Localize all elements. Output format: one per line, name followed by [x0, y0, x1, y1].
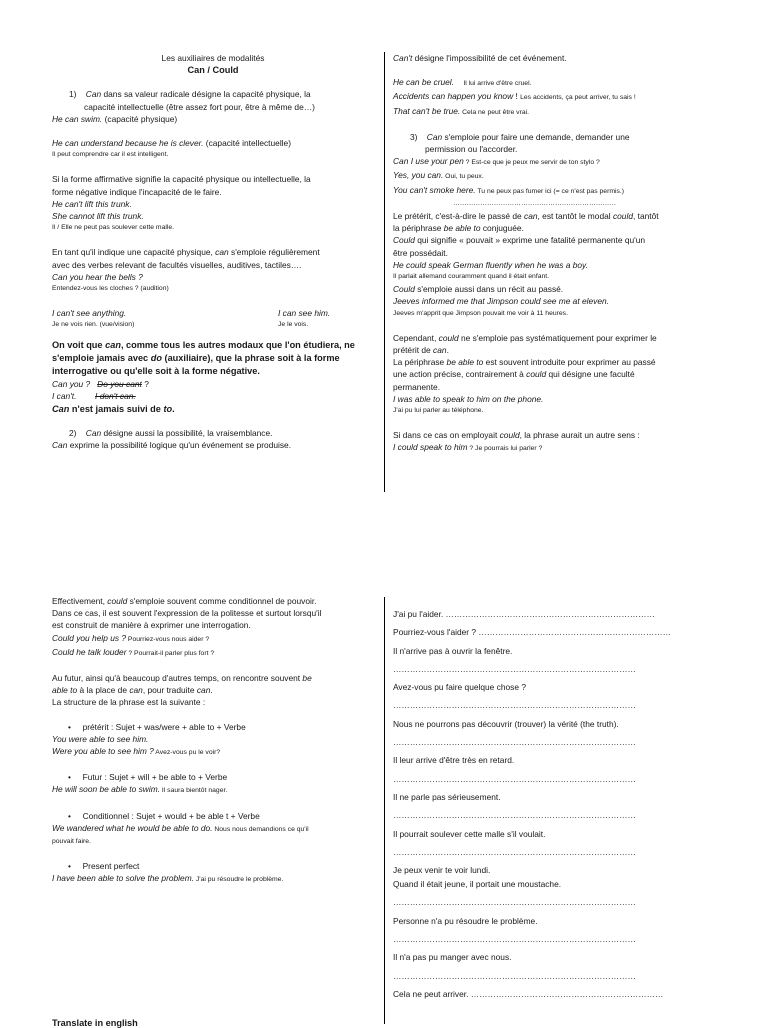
however-line3: La périphrase be able to est souvent introduite pour exprimer au passé	[393, 357, 656, 368]
item3-line1: 3) Can s'emploie pour faire une demande, demander une	[410, 131, 630, 142]
exercise-answer-line[interactable]: ……………………………………………………………………………	[393, 970, 636, 981]
negative-line1: Si la forme affirmative signifie la capacité physique ou intellectuelle, la	[52, 174, 311, 185]
senses-example: Can you hear the bells ?	[52, 271, 143, 282]
preterit-line3: Could qui signifie « pouvait » exprime une fatalité permanente qu'un	[393, 235, 646, 246]
bullet-present-perfect: • Present perfect	[68, 861, 140, 872]
example-german-translation: Il parlait allemand couramment quand il était enfant.	[393, 273, 550, 281]
exercise-line[interactable]: Personne n'a pu résoudre le problème.	[393, 915, 538, 926]
exercise-line[interactable]: Il n'a pas pu manger avec nous.	[393, 952, 512, 963]
modal-rule-line2: s'emploie jamais avec do (auxiliaire), que la phrase soit à la forme	[52, 352, 340, 363]
example-phone-translation: J'ai pu lui parler au téléphone.	[393, 407, 484, 415]
example-were-able: You were able to see him.	[52, 733, 149, 744]
bullet-icon: •	[68, 772, 71, 783]
example-german: He could speak German fluently when he was a boy.	[393, 259, 588, 270]
example-wandered-translation: pouvait faire.	[52, 838, 91, 846]
exercise-answer-line[interactable]: ……………………………………………………………………………	[393, 700, 636, 711]
however-line4: une action précise, contrairement à could qui désigne une faculté	[393, 369, 635, 380]
other-meaning-line: Si dans ce cas on employait could, la phrase aurait un autre sens :	[393, 430, 640, 441]
modal-rule-line3: interrogative ou qu'elle soit à la forme négative.	[52, 366, 260, 377]
example-phone: I was able to speak to him on the phone.	[393, 393, 544, 404]
senses-translation: Entendez-vous les cloches ? (audition)	[52, 285, 169, 293]
exercise-answer-line[interactable]: ……………………………………………………………………………	[393, 737, 636, 748]
exercise-line[interactable]: Je peux venir te voir lundi.	[393, 865, 491, 876]
however-line5: permanente.	[393, 381, 441, 392]
conditional-line1: Effectivement, could s'emploie souvent comme conditionnel de pouvoir.	[52, 596, 317, 606]
example-help-us: Could you help us ? Pourriez-vous nous aider ?	[52, 632, 210, 643]
example-pen: Can I use your pen ? Est-ce que je peux me servir de ton stylo ?	[393, 156, 600, 167]
exercise-line[interactable]: Pourriez-vous l'aider ? ……………………………………………………………	[393, 627, 672, 638]
translate-heading: Translate in english	[52, 1018, 138, 1028]
see-examples-row	[52, 307, 374, 319]
negation-example: I can't. I don't can.	[52, 391, 136, 402]
see-translation2: Je le vois.	[278, 321, 309, 329]
however-line1: Cependant, could ne s'emploie pas systématiquement pour exprimer le	[393, 332, 657, 343]
example-jeeves: Jeeves informed me that Jimpson could see me at eleven.	[393, 296, 609, 307]
example-smoke: You can't smoke here. Tu ne peux pas fumer ici (= ce n'est pas permis.)	[393, 184, 625, 195]
example-talk-louder: Could he talk louder ? Pourrait-il parler plus fort ?	[52, 646, 215, 657]
future-line3: La structure de la phrase est la suivante :	[52, 697, 206, 708]
item1-line2: capacité intellectuelle (être assez fort pour, être à même de…)	[84, 101, 315, 112]
preterit-line1: Le prétérit, c'est-à-dire le passé de can, est tantôt le modal could, tantôt	[393, 211, 659, 222]
senses-line1: En tant qu'il indique une capacité physique, can s'emploie régulièrement	[52, 247, 320, 258]
preterit-line5: Could s'emploie aussi dans un récit au passé.	[393, 284, 564, 295]
see-example1: I can't see anything.	[52, 308, 127, 319]
future-line2: able to à la place de can, pour traduite can.	[52, 685, 213, 696]
section-separator-dots: ………………………………………………………………	[453, 199, 617, 207]
exercise-line[interactable]: Avez-vous pu faire quelque chose ?	[393, 682, 527, 693]
doc-title: Les auxiliaires de modalités	[161, 53, 265, 63]
negative-example1: He can't lift this trunk.	[52, 198, 132, 209]
conditional-line3: est construit de manière à exprimer une interrogation.	[52, 620, 251, 631]
exercise-line[interactable]: Nous ne pourrons pas découvrir (trouver) la vérité (the truth).	[393, 718, 619, 729]
exercise-list	[393, 608, 733, 1006]
future-line1: Au futur, ainsi qu'à beaucoup d'autres temps, on rencontre souvent be	[52, 673, 312, 684]
example-were-you-able: Were you able to see him ? Avez-vous pu le voir?	[52, 746, 221, 757]
exercise-line[interactable]: Il n'arrive pas à ouvrir la fenêtre.	[393, 645, 513, 656]
see-example2: I can see him.	[278, 308, 331, 319]
example-swim-future: He will soon be able to swim. Il saura bientôt nager.	[52, 784, 228, 795]
senses-line2: avec des verbes relevant de facultés visuelles, auditives, tactiles….	[52, 259, 302, 270]
see-translations-row	[52, 319, 374, 331]
modal-rule-block	[52, 339, 374, 379]
item2-line1: 2) Can désigne aussi la possibilité, la vraisemblance.	[69, 427, 273, 438]
preterit-line4: être possédait.	[393, 247, 448, 258]
exercise-line[interactable]: Cela ne peut arriver. ……………………………………………………………	[393, 988, 664, 999]
exercise-answer-line[interactable]: ……………………………………………………………………………	[393, 897, 636, 908]
example-swim: He can swim. (capacité physique)	[52, 113, 178, 124]
never-followed-by-to: Can n'est jamais suivi de to.	[52, 403, 175, 414]
page1-right-column	[393, 52, 733, 456]
page1-column-divider	[384, 52, 385, 492]
example-clever: He can understand because he is clever. (capacité intellectuelle)	[52, 138, 291, 149]
bullet-icon: •	[68, 721, 71, 732]
example-solve: I have been able to solve the problem. J'ai pu résoudre le problème.	[52, 873, 284, 884]
preterit-line2: la périphrase be able to conjuguée.	[393, 223, 524, 234]
negative-line2: forme négative indique l'incapacité de le faire.	[52, 186, 222, 197]
exercise-line[interactable]: J'ai pu l'aider. …………………………………………………………………	[393, 609, 655, 619]
page2-left-column	[52, 595, 374, 887]
exercise-answer-line[interactable]: ……………………………………………………………………………	[393, 846, 636, 857]
example-clever-translation: Il peut comprendre car il est intelligent.	[52, 151, 169, 159]
example-jeeves-translation: Jeeves m'apprit que Jimpson pouvait me voir à 11 heures.	[393, 309, 568, 317]
page2-column-divider	[384, 597, 385, 1024]
exercise-answer-line[interactable]: ……………………………………………………………………………	[393, 773, 636, 784]
exercise-line[interactable]: Quand il était jeune, il portait une moustache.	[393, 879, 562, 890]
exercise-line[interactable]: Il ne parle pas sérieusement.	[393, 791, 501, 802]
exercise-answer-line[interactable]: ……………………………………………………………………………	[393, 663, 636, 674]
item3-line2: permission ou l'accorder.	[425, 144, 518, 155]
exercise-line[interactable]: Il leur arrive d'être très en retard.	[393, 755, 515, 766]
negative-example2: She cannot lift this trunk.	[52, 211, 144, 222]
example-true: That can't be true. Cela ne peut être vrai.	[393, 105, 530, 116]
exercise-line[interactable]: Il pourrait soulever cette malle s'il voulait.	[393, 828, 546, 839]
item1-line1: 1) Can dans sa valeur radicale désigne la capacité physique, la	[69, 89, 311, 100]
example-cruel: He can be cruel. Il lui arrive d'être cruel.	[393, 77, 532, 88]
bullet-future: • Futur : Sujet + will + be able to + Verbe	[68, 772, 228, 783]
page1-left-column	[52, 52, 374, 451]
see-translation1: Je ne vois rien. (vue/vision)	[52, 321, 135, 329]
conditional-line2: Dans ce cas, il est souvent l'expression de la politesse et surtout lorsqu'il	[52, 608, 322, 619]
item2-line2: Can exprime la possibilité logique qu'un événement se produise.	[52, 440, 292, 451]
example-yes: Yes, you can. Oui, tu peux.	[393, 170, 484, 181]
bullet-preterit: • prétérit : Sujet + was/were + able to + Verbe	[68, 721, 246, 732]
bullet-icon: •	[68, 861, 71, 872]
negative-translation: Il / Elle ne peut pas soulever cette malle.	[52, 224, 175, 232]
cant-impossibility: Can't désigne l'impossibilité de cet événement.	[393, 53, 567, 63]
modal-rule-line1: On voit que can, comme tous les autres modaux que l'on étudiera, ne	[52, 339, 355, 350]
example-accidents: Accidents can happen you know ! Les accidents, ça peut arriver, tu sais !	[393, 91, 636, 102]
bullet-icon: •	[68, 810, 71, 821]
exercise-answer-line[interactable]: ……………………………………………………………………………	[393, 810, 636, 821]
exercise-answer-line[interactable]: ……………………………………………………………………………	[393, 934, 636, 945]
example-wandered: We wandered what he would be able to do. Nous nous demandions ce qu'il	[52, 822, 309, 833]
doc-subtitle: Can / Could	[187, 65, 239, 76]
however-line2: prétérit de can.	[393, 345, 449, 356]
bullet-conditional: • Conditionnel : Sujet + would + be able t + Verbe	[68, 810, 260, 821]
question-example: Can you ? Do you cant ?	[52, 379, 149, 390]
example-speak-to-him: I could speak to him ? Je pourrais lui parler ?	[393, 442, 543, 453]
